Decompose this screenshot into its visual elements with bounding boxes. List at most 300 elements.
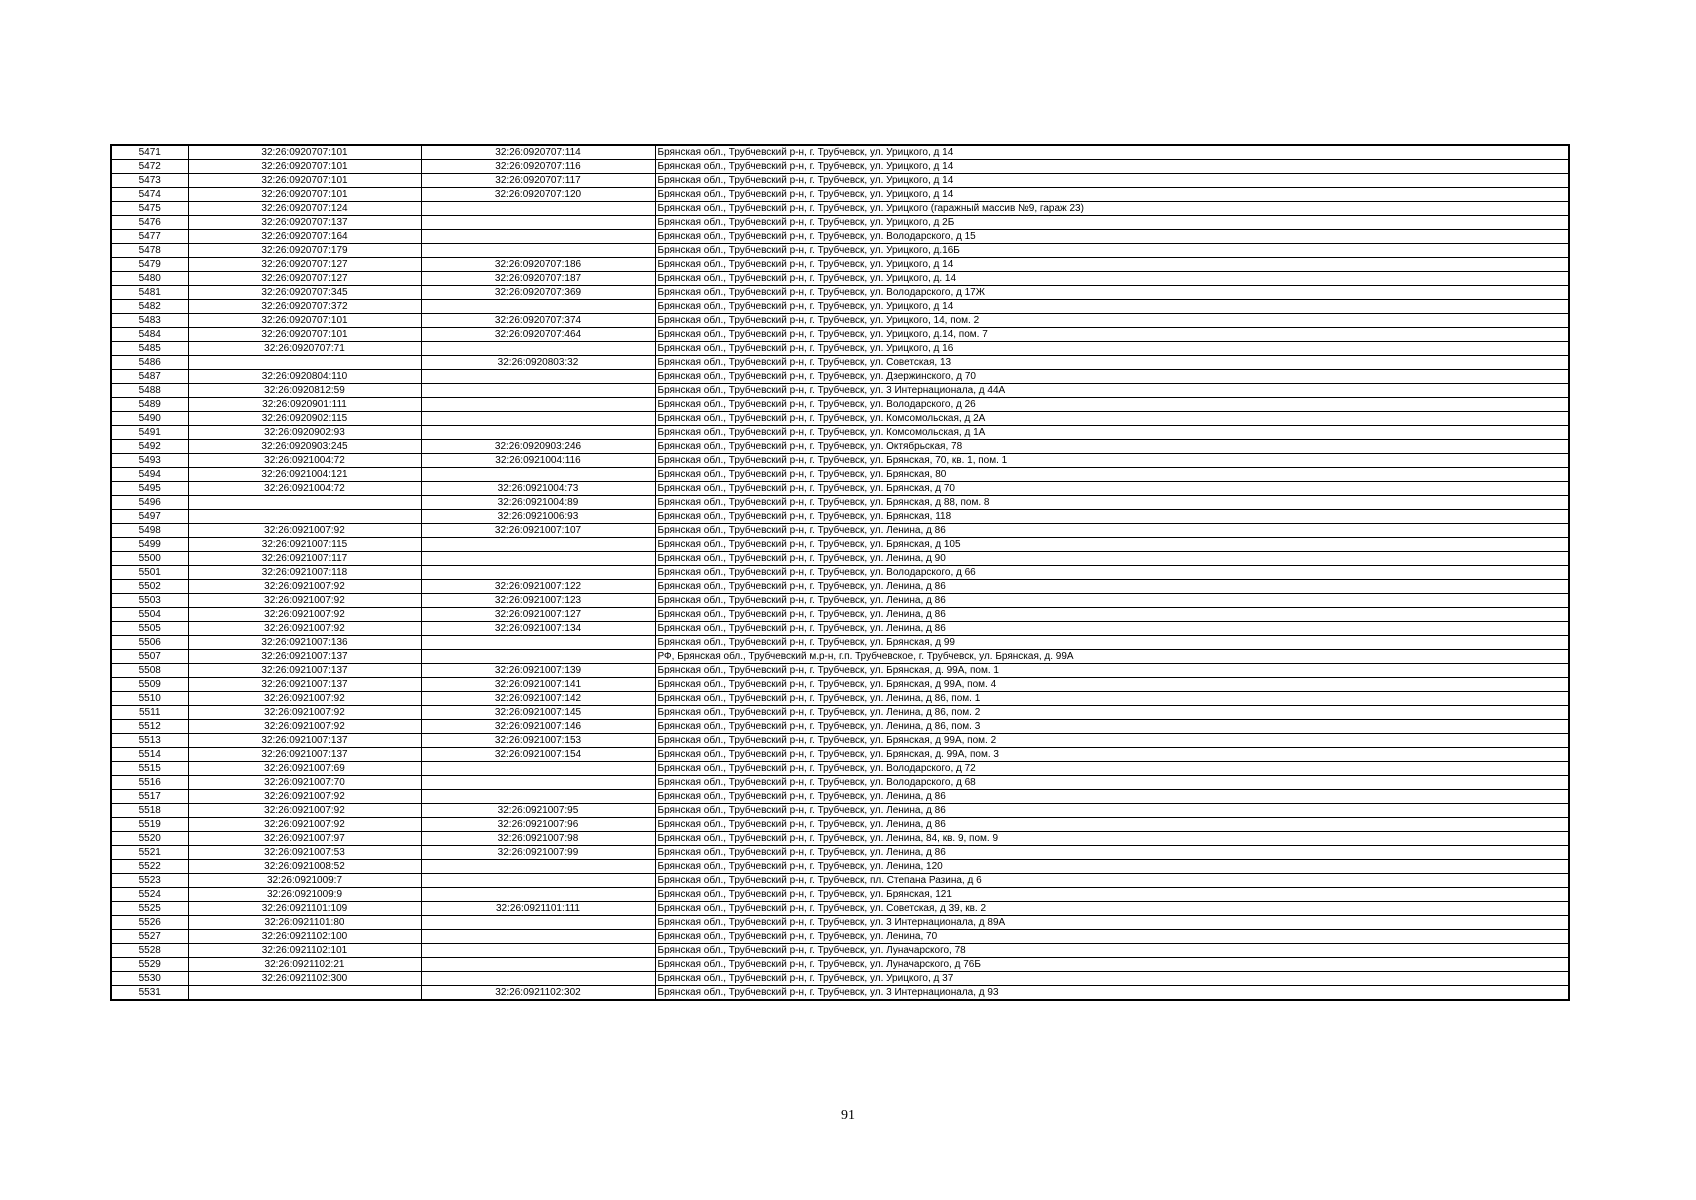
table-row xyxy=(111,216,1569,230)
address-cell: Брянская обл., Трубчевский р-н, г. Трубчевск, ул. Володарского, д 26 xyxy=(655,398,1569,412)
parent-cadastral-number-cell: 32:26:0921102:100 xyxy=(188,930,421,944)
table-row xyxy=(111,874,1569,888)
record-number-cell: 5510 xyxy=(111,692,188,706)
parent-cadastral-number-cell xyxy=(188,986,421,1001)
object-cadastral-number-cell: 32:26:0921007:154 xyxy=(421,748,655,762)
record-number-cell: 5515 xyxy=(111,762,188,776)
record-number-cell: 5473 xyxy=(111,174,188,188)
parent-cadastral-number-cell: 32:26:0921007:137 xyxy=(188,734,421,748)
address-cell: Брянская обл., Трубчевский р-н, г. Трубчевск, ул. Брянская, д 99А, пом. 2 xyxy=(655,734,1569,748)
address-cell: Брянская обл., Трубчевский р-н, г. Трубчевск, ул. Ленина, 70 xyxy=(655,930,1569,944)
table-row xyxy=(111,888,1569,902)
table-row xyxy=(111,832,1569,846)
object-cadastral-number-cell: 32:26:0921007:153 xyxy=(421,734,655,748)
record-number-cell: 5502 xyxy=(111,580,188,594)
address-cell: Брянская обл., Трубчевский р-н, г. Трубчевск, пл. Степана Разина, д 6 xyxy=(655,874,1569,888)
record-number-cell: 5518 xyxy=(111,804,188,818)
table-row xyxy=(111,986,1569,1001)
record-number-cell: 5516 xyxy=(111,776,188,790)
table-row xyxy=(111,174,1569,188)
object-cadastral-number-cell: 32:26:0921007:139 xyxy=(421,664,655,678)
record-number-cell: 5488 xyxy=(111,384,188,398)
address-cell: Брянская обл., Трубчевский р-н, г. Трубчевск, ул. Урицкого, д 14 xyxy=(655,145,1569,160)
parent-cadastral-number-cell: 32:26:0921004:72 xyxy=(188,454,421,468)
table-row xyxy=(111,202,1569,216)
record-number-cell: 5517 xyxy=(111,790,188,804)
address-cell: Брянская обл., Трубчевский р-н, г. Трубчевск, ул. Луначарского, 78 xyxy=(655,944,1569,958)
parent-cadastral-number-cell: 32:26:0920804:110 xyxy=(188,370,421,384)
parent-cadastral-number-cell: 32:26:0921007:137 xyxy=(188,678,421,692)
parent-cadastral-number-cell: 32:26:0920901:111 xyxy=(188,398,421,412)
object-cadastral-number-cell: 32:26:0921007:142 xyxy=(421,692,655,706)
record-number-cell: 5499 xyxy=(111,538,188,552)
object-cadastral-number-cell xyxy=(421,944,655,958)
object-cadastral-number-cell xyxy=(421,216,655,230)
record-number-cell: 5492 xyxy=(111,440,188,454)
object-cadastral-number-cell: 32:26:0921007:145 xyxy=(421,706,655,720)
address-cell: Брянская обл., Трубчевский р-н, г. Трубчевск, ул. Володарского, д 68 xyxy=(655,776,1569,790)
object-cadastral-number-cell: 32:26:0921007:134 xyxy=(421,622,655,636)
object-cadastral-number-cell: 32:26:0920707:464 xyxy=(421,328,655,342)
address-cell: Брянская обл., Трубчевский р-н, г. Трубчевск, ул. Брянская, д 88, пом. 8 xyxy=(655,496,1569,510)
parent-cadastral-number-cell: 32:26:0921004:121 xyxy=(188,468,421,482)
record-number-cell: 5503 xyxy=(111,594,188,608)
object-cadastral-number-cell xyxy=(421,426,655,440)
object-cadastral-number-cell: 32:26:0920707:116 xyxy=(421,160,655,174)
address-cell: Брянская обл., Трубчевский р-н, г. Трубчевск, ул. Советская, 13 xyxy=(655,356,1569,370)
address-cell: Брянская обл., Трубчевский р-н, г. Трубчевск, ул. Брянская, 118 xyxy=(655,510,1569,524)
parent-cadastral-number-cell: 32:26:0921007:92 xyxy=(188,580,421,594)
parent-cadastral-number-cell: 32:26:0921007:92 xyxy=(188,818,421,832)
object-cadastral-number-cell: 32:26:0921007:99 xyxy=(421,846,655,860)
record-number-cell: 5528 xyxy=(111,944,188,958)
address-cell: Брянская обл., Трубчевский р-н, г. Трубчевск, ул. Ленина, д 86 xyxy=(655,804,1569,818)
table-row xyxy=(111,244,1569,258)
address-cell: Брянская обл., Трубчевский р-н, г. Трубчевск, ул. Ленина, д 86 xyxy=(655,608,1569,622)
address-cell: Брянская обл., Трубчевский р-н, г. Трубчевск, ул. Урицкого, д 14 xyxy=(655,188,1569,202)
address-cell: Брянская обл., Трубчевский р-н, г. Трубчевск, ул. Брянская, 80 xyxy=(655,468,1569,482)
record-number-cell: 5494 xyxy=(111,468,188,482)
address-cell: Брянская обл., Трубчевский р-н, г. Трубчевск, ул. Ленина, д 86 xyxy=(655,524,1569,538)
parent-cadastral-number-cell xyxy=(188,496,421,510)
table-row xyxy=(111,706,1569,720)
table-row xyxy=(111,692,1569,706)
object-cadastral-number-cell: 32:26:0920707:187 xyxy=(421,272,655,286)
address-cell: Брянская обл., Трубчевский р-н, г. Трубчевск, ул. Володарского, д 72 xyxy=(655,762,1569,776)
record-number-cell: 5511 xyxy=(111,706,188,720)
address-cell: Брянская обл., Трубчевский р-н, г. Трубчевск, ул. Урицкого, д 14 xyxy=(655,160,1569,174)
record-number-cell: 5509 xyxy=(111,678,188,692)
address-cell: Брянская обл., Трубчевский р-н, г. Трубчевск, ул. Брянская, 70, кв. 1, пом. 1 xyxy=(655,454,1569,468)
object-cadastral-number-cell xyxy=(421,384,655,398)
record-number-cell: 5483 xyxy=(111,314,188,328)
object-cadastral-number-cell: 32:26:0920707:114 xyxy=(421,145,655,160)
address-cell: Брянская обл., Трубчевский р-н, г. Трубчевск, ул. Урицкого, д 14 xyxy=(655,258,1569,272)
table-row xyxy=(111,804,1569,818)
object-cadastral-number-cell xyxy=(421,636,655,650)
parent-cadastral-number-cell: 32:26:0921101:109 xyxy=(188,902,421,916)
table-row xyxy=(111,916,1569,930)
parent-cadastral-number-cell: 32:26:0921102:21 xyxy=(188,958,421,972)
address-cell: Брянская обл., Трубчевский р-н, г. Трубчевск, ул. 3 Интернационала, д 44А xyxy=(655,384,1569,398)
parent-cadastral-number-cell: 32:26:0921007:136 xyxy=(188,636,421,650)
address-cell: Брянская обл., Трубчевский р-н, г. Трубчевск, ул. Урицкого, д 14 xyxy=(655,300,1569,314)
record-number-cell: 5505 xyxy=(111,622,188,636)
record-number-cell: 5501 xyxy=(111,566,188,580)
record-number-cell: 5521 xyxy=(111,846,188,860)
object-cadastral-number-cell xyxy=(421,244,655,258)
parent-cadastral-number-cell: 32:26:0921007:137 xyxy=(188,650,421,664)
record-number-cell: 5489 xyxy=(111,398,188,412)
address-cell: Брянская обл., Трубчевский р-н, г. Трубчевск, ул. Советская, д 39, кв. 2 xyxy=(655,902,1569,916)
record-number-cell: 5498 xyxy=(111,524,188,538)
address-cell: Брянская обл., Трубчевский р-н, г. Трубчевск, ул. Ленина, д 86 xyxy=(655,622,1569,636)
address-cell: Брянская обл., Трубчевский р-н, г. Трубчевск, ул. Брянская, 121 xyxy=(655,888,1569,902)
parent-cadastral-number-cell: 32:26:0921007:115 xyxy=(188,538,421,552)
table-row xyxy=(111,902,1569,916)
record-number-cell: 5482 xyxy=(111,300,188,314)
parent-cadastral-number-cell: 32:26:0920707:101 xyxy=(188,160,421,174)
table-row xyxy=(111,636,1569,650)
record-number-cell: 5481 xyxy=(111,286,188,300)
address-cell: Брянская обл., Трубчевский р-н, г. Трубчевск, ул. Брянская, д 99А, пом. 4 xyxy=(655,678,1569,692)
record-number-cell: 5508 xyxy=(111,664,188,678)
table-row xyxy=(111,314,1569,328)
address-cell: Брянская обл., Трубчевский р-н, г. Трубчевск, ул. Брянская, д 70 xyxy=(655,482,1569,496)
parent-cadastral-number-cell: 32:26:0921102:300 xyxy=(188,972,421,986)
record-number-cell: 5504 xyxy=(111,608,188,622)
table-row xyxy=(111,608,1569,622)
parent-cadastral-number-cell: 32:26:0921007:53 xyxy=(188,846,421,860)
object-cadastral-number-cell: 32:26:0921007:127 xyxy=(421,608,655,622)
parent-cadastral-number-cell: 32:26:0920707:101 xyxy=(188,145,421,160)
address-cell: Брянская обл., Трубчевский р-н, г. Трубчевск, ул. Ленина, д 86 xyxy=(655,790,1569,804)
record-number-cell: 5474 xyxy=(111,188,188,202)
address-cell: Брянская обл., Трубчевский р-н, г. Трубчевск, ул. Ленина, д 86 xyxy=(655,846,1569,860)
address-cell: Брянская обл., Трубчевский р-н, г. Трубчевск, ул. Дзержинского, д 70 xyxy=(655,370,1569,384)
record-number-cell: 5519 xyxy=(111,818,188,832)
object-cadastral-number-cell: 32:26:0920707:120 xyxy=(421,188,655,202)
table-row xyxy=(111,524,1569,538)
object-cadastral-number-cell xyxy=(421,650,655,664)
address-cell: Брянская обл., Трубчевский р-н, г. Трубчевск, ул. Ленина, д 86 xyxy=(655,594,1569,608)
table-row xyxy=(111,188,1569,202)
table-row xyxy=(111,510,1569,524)
table-row xyxy=(111,748,1569,762)
parent-cadastral-number-cell: 32:26:0920707:101 xyxy=(188,328,421,342)
parent-cadastral-number-cell: 32:26:0921007:137 xyxy=(188,748,421,762)
address-cell: Брянская обл., Трубчевский р-н, г. Трубчевск, ул. Ленина, д 86, пом. 1 xyxy=(655,692,1569,706)
table-row xyxy=(111,678,1569,692)
record-number-cell: 5475 xyxy=(111,202,188,216)
object-cadastral-number-cell: 32:26:0921101:111 xyxy=(421,902,655,916)
object-cadastral-number-cell xyxy=(421,958,655,972)
record-number-cell: 5527 xyxy=(111,930,188,944)
address-cell: Брянская обл., Трубчевский р-н, г. Трубчевск, ул. Урицкого (гаражный массив №9, гараж 23) xyxy=(655,202,1569,216)
record-number-cell: 5484 xyxy=(111,328,188,342)
table-row xyxy=(111,566,1569,580)
record-number-cell: 5479 xyxy=(111,258,188,272)
object-cadastral-number-cell: 32:26:0921007:95 xyxy=(421,804,655,818)
record-number-cell: 5497 xyxy=(111,510,188,524)
parent-cadastral-number-cell: 32:26:0920812:59 xyxy=(188,384,421,398)
object-cadastral-number-cell xyxy=(421,916,655,930)
object-cadastral-number-cell xyxy=(421,412,655,426)
parent-cadastral-number-cell: 32:26:0921007:92 xyxy=(188,608,421,622)
address-cell: Брянская обл., Трубчевский р-н, г. Трубчевск, ул. Урицкого, д 2Б xyxy=(655,216,1569,230)
address-cell: Брянская обл., Трубчевский р-н, г. Трубчевск, ул. 3 Интернационала, д 93 xyxy=(655,986,1569,1001)
table-row xyxy=(111,734,1569,748)
table-row xyxy=(111,426,1569,440)
record-number-cell: 5523 xyxy=(111,874,188,888)
parent-cadastral-number-cell: 32:26:0921101:80 xyxy=(188,916,421,930)
table-row xyxy=(111,328,1569,342)
record-number-cell: 5507 xyxy=(111,650,188,664)
parent-cadastral-number-cell: 32:26:0920707:127 xyxy=(188,272,421,286)
table-row xyxy=(111,580,1569,594)
cadastral-table xyxy=(110,144,1570,1001)
parent-cadastral-number-cell: 32:26:0921007:117 xyxy=(188,552,421,566)
object-cadastral-number-cell xyxy=(421,552,655,566)
table-row xyxy=(111,468,1569,482)
parent-cadastral-number-cell: 32:26:0921008:52 xyxy=(188,860,421,874)
address-cell: Брянская обл., Трубчевский р-н, г. Трубчевск, ул. Урицкого, д.16Б xyxy=(655,244,1569,258)
table-body xyxy=(111,145,1569,1000)
object-cadastral-number-cell: 32:26:0921007:107 xyxy=(421,524,655,538)
table-row xyxy=(111,622,1569,636)
table-row xyxy=(111,762,1569,776)
parent-cadastral-number-cell: 32:26:0920707:101 xyxy=(188,174,421,188)
address-cell: Брянская обл., Трубчевский р-н, г. Трубчевск, ул. Ленина, д 86, пом. 2 xyxy=(655,706,1569,720)
table-row xyxy=(111,258,1569,272)
object-cadastral-number-cell: 32:26:0921007:98 xyxy=(421,832,655,846)
object-cadastral-number-cell: 32:26:0921007:122 xyxy=(421,580,655,594)
object-cadastral-number-cell xyxy=(421,762,655,776)
address-cell: Брянская обл., Трубчевский р-н, г. Трубчевск, ул. Урицкого, д 37 xyxy=(655,972,1569,986)
record-number-cell: 5500 xyxy=(111,552,188,566)
object-cadastral-number-cell: 32:26:0920707:374 xyxy=(421,314,655,328)
record-number-cell: 5524 xyxy=(111,888,188,902)
table-row xyxy=(111,370,1569,384)
table-row xyxy=(111,552,1569,566)
object-cadastral-number-cell: 32:26:0921004:73 xyxy=(421,482,655,496)
object-cadastral-number-cell: 32:26:0921007:146 xyxy=(421,720,655,734)
table-row xyxy=(111,272,1569,286)
table-row xyxy=(111,398,1569,412)
address-cell: Брянская обл., Трубчевский р-н, г. Трубчевск, ул. Брянская, д. 99А, пом. 1 xyxy=(655,664,1569,678)
table-row xyxy=(111,286,1569,300)
record-number-cell: 5491 xyxy=(111,426,188,440)
address-cell: Брянская обл., Трубчевский р-н, г. Трубчевск, ул. Урицкого, д. 14 xyxy=(655,272,1569,286)
parent-cadastral-number-cell: 32:26:0921007:92 xyxy=(188,720,421,734)
table-row xyxy=(111,846,1569,860)
table-row xyxy=(111,145,1569,160)
table-row xyxy=(111,440,1569,454)
record-number-cell: 5476 xyxy=(111,216,188,230)
object-cadastral-number-cell: 32:26:0920903:246 xyxy=(421,440,655,454)
record-number-cell: 5493 xyxy=(111,454,188,468)
table-row xyxy=(111,650,1569,664)
address-cell: Брянская обл., Трубчевский р-н, г. Трубчевск, ул. Ленина, д 90 xyxy=(655,552,1569,566)
address-cell: Брянская обл., Трубчевский р-н, г. Трубчевск, ул. Комсомольская, д 2А xyxy=(655,412,1569,426)
record-number-cell: 5471 xyxy=(111,145,188,160)
table-row xyxy=(111,412,1569,426)
address-cell: РФ, Брянская обл., Трубчевский м.р-н, г.п. Трубчевское, г. Трубчевск, ул. Брянская, д. 99А xyxy=(655,650,1569,664)
record-number-cell: 5526 xyxy=(111,916,188,930)
object-cadastral-number-cell xyxy=(421,538,655,552)
address-cell: Брянская обл., Трубчевский р-н, г. Трубчевск, ул. Ленина, д 86 xyxy=(655,818,1569,832)
parent-cadastral-number-cell: 32:26:0921007:92 xyxy=(188,594,421,608)
address-cell: Брянская обл., Трубчевский р-н, г. Трубчевск, ул. Ленина, 84, кв. 9, пом. 9 xyxy=(655,832,1569,846)
record-number-cell: 5512 xyxy=(111,720,188,734)
parent-cadastral-number-cell: 32:26:0920707:372 xyxy=(188,300,421,314)
object-cadastral-number-cell: 32:26:0921102:302 xyxy=(421,986,655,1001)
parent-cadastral-number-cell: 32:26:0921009:7 xyxy=(188,874,421,888)
object-cadastral-number-cell xyxy=(421,860,655,874)
address-cell: Брянская обл., Трубчевский р-н, г. Трубчевск, ул. Брянская, д 99 xyxy=(655,636,1569,650)
parent-cadastral-number-cell: 32:26:0921007:92 xyxy=(188,524,421,538)
table-row xyxy=(111,230,1569,244)
object-cadastral-number-cell xyxy=(421,930,655,944)
parent-cadastral-number-cell: 32:26:0920707:345 xyxy=(188,286,421,300)
parent-cadastral-number-cell: 32:26:0921102:101 xyxy=(188,944,421,958)
parent-cadastral-number-cell: 32:26:0921007:70 xyxy=(188,776,421,790)
table-row xyxy=(111,482,1569,496)
parent-cadastral-number-cell: 32:26:0920902:93 xyxy=(188,426,421,440)
parent-cadastral-number-cell: 32:26:0920707:127 xyxy=(188,258,421,272)
object-cadastral-number-cell: 32:26:0920707:186 xyxy=(421,258,655,272)
parent-cadastral-number-cell: 32:26:0921007:92 xyxy=(188,804,421,818)
parent-cadastral-number-cell xyxy=(188,356,421,370)
record-number-cell: 5472 xyxy=(111,160,188,174)
object-cadastral-number-cell: 32:26:0920707:369 xyxy=(421,286,655,300)
record-number-cell: 5477 xyxy=(111,230,188,244)
parent-cadastral-number-cell: 32:26:0920707:164 xyxy=(188,230,421,244)
object-cadastral-number-cell: 32:26:0920707:117 xyxy=(421,174,655,188)
address-cell: Брянская обл., Трубчевский р-н, г. Трубчевск, ул. Ленина, 120 xyxy=(655,860,1569,874)
address-cell: Брянская обл., Трубчевский р-н, г. Трубчевск, ул. Володарского, д 15 xyxy=(655,230,1569,244)
record-number-cell: 5495 xyxy=(111,482,188,496)
table-row xyxy=(111,860,1569,874)
table-row xyxy=(111,930,1569,944)
parent-cadastral-number-cell: 32:26:0921007:92 xyxy=(188,706,421,720)
object-cadastral-number-cell: 32:26:0921007:123 xyxy=(421,594,655,608)
parent-cadastral-number-cell: 32:26:0920902:115 xyxy=(188,412,421,426)
address-cell: Брянская обл., Трубчевский р-н, г. Трубчевск, ул. Комсомольская, д 1А xyxy=(655,426,1569,440)
object-cadastral-number-cell xyxy=(421,300,655,314)
address-cell: Брянская обл., Трубчевский р-н, г. Трубчевск, ул. Урицкого, д 16 xyxy=(655,342,1569,356)
table-row xyxy=(111,496,1569,510)
parent-cadastral-number-cell: 32:26:0920707:101 xyxy=(188,188,421,202)
address-cell: Брянская обл., Трубчевский р-н, г. Трубчевск, ул. Урицкого, д 14 xyxy=(655,174,1569,188)
object-cadastral-number-cell: 32:26:0921004:116 xyxy=(421,454,655,468)
record-number-cell: 5531 xyxy=(111,986,188,1001)
table-row xyxy=(111,776,1569,790)
object-cadastral-number-cell xyxy=(421,342,655,356)
parent-cadastral-number-cell: 32:26:0921007:92 xyxy=(188,692,421,706)
parent-cadastral-number-cell: 32:26:0921007:69 xyxy=(188,762,421,776)
object-cadastral-number-cell xyxy=(421,790,655,804)
table-row xyxy=(111,160,1569,174)
object-cadastral-number-cell: 32:26:0920803:32 xyxy=(421,356,655,370)
record-number-cell: 5480 xyxy=(111,272,188,286)
address-cell: Брянская обл., Трубчевский р-н, г. Трубчевск, ул. Ленина, д 86 xyxy=(655,580,1569,594)
table-row xyxy=(111,356,1569,370)
table-row xyxy=(111,790,1569,804)
table-row xyxy=(111,300,1569,314)
table-row xyxy=(111,384,1569,398)
record-number-cell: 5478 xyxy=(111,244,188,258)
record-number-cell: 5490 xyxy=(111,412,188,426)
address-cell: Брянская обл., Трубчевский р-н, г. Трубчевск, ул. Брянская, д 105 xyxy=(655,538,1569,552)
object-cadastral-number-cell xyxy=(421,566,655,580)
object-cadastral-number-cell xyxy=(421,398,655,412)
object-cadastral-number-cell xyxy=(421,202,655,216)
table-row xyxy=(111,818,1569,832)
parent-cadastral-number-cell: 32:26:0920707:71 xyxy=(188,342,421,356)
table-row xyxy=(111,944,1569,958)
record-number-cell: 5514 xyxy=(111,748,188,762)
parent-cadastral-number-cell: 32:26:0921007:97 xyxy=(188,832,421,846)
object-cadastral-number-cell xyxy=(421,776,655,790)
record-number-cell: 5487 xyxy=(111,370,188,384)
address-cell: Брянская обл., Трубчевский р-н, г. Трубчевск, ул. Володарского, д 17Ж xyxy=(655,286,1569,300)
parent-cadastral-number-cell: 32:26:0920707:124 xyxy=(188,202,421,216)
table-row xyxy=(111,342,1569,356)
table-row xyxy=(111,664,1569,678)
record-number-cell: 5486 xyxy=(111,356,188,370)
object-cadastral-number-cell xyxy=(421,874,655,888)
parent-cadastral-number-cell: 32:26:0921009:9 xyxy=(188,888,421,902)
address-cell: Брянская обл., Трубчевский р-н, г. Трубчевск, ул. Луначарского, д 76Б xyxy=(655,958,1569,972)
address-cell: Брянская обл., Трубчевский р-н, г. Трубчевск, ул. Октябрьская, 78 xyxy=(655,440,1569,454)
record-number-cell: 5525 xyxy=(111,902,188,916)
parent-cadastral-number-cell: 32:26:0921007:92 xyxy=(188,790,421,804)
record-number-cell: 5496 xyxy=(111,496,188,510)
parent-cadastral-number-cell xyxy=(188,510,421,524)
parent-cadastral-number-cell: 32:26:0920707:137 xyxy=(188,216,421,230)
object-cadastral-number-cell: 32:26:0921004:89 xyxy=(421,496,655,510)
parent-cadastral-number-cell: 32:26:0921007:137 xyxy=(188,664,421,678)
parent-cadastral-number-cell: 32:26:0921004:72 xyxy=(188,482,421,496)
table-row xyxy=(111,972,1569,986)
object-cadastral-number-cell xyxy=(421,972,655,986)
object-cadastral-number-cell: 32:26:0921006:93 xyxy=(421,510,655,524)
address-cell: Брянская обл., Трубчевский р-н, г. Трубчевск, ул. Урицкого, 14, пом. 2 xyxy=(655,314,1569,328)
record-number-cell: 5485 xyxy=(111,342,188,356)
table-row xyxy=(111,594,1569,608)
table-row xyxy=(111,454,1569,468)
table-row xyxy=(111,958,1569,972)
table-row xyxy=(111,538,1569,552)
page-number: 91 xyxy=(841,1108,855,1123)
record-number-cell: 5513 xyxy=(111,734,188,748)
record-number-cell: 5530 xyxy=(111,972,188,986)
address-cell: Брянская обл., Трубчевский р-н, г. Трубчевск, ул. Брянская, д. 99А, пом. 3 xyxy=(655,748,1569,762)
table-row xyxy=(111,720,1569,734)
address-cell: Брянская обл., Трубчевский р-н, г. Трубчевск, ул. Урицкого, д.14, пом. 7 xyxy=(655,328,1569,342)
record-number-cell: 5522 xyxy=(111,860,188,874)
parent-cadastral-number-cell: 32:26:0921007:92 xyxy=(188,622,421,636)
address-cell: Брянская обл., Трубчевский р-н, г. Трубчевск, ул. Ленина, д 86, пом. 3 xyxy=(655,720,1569,734)
address-cell: Брянская обл., Трубчевский р-н, г. Трубчевск, ул. Володарского, д 66 xyxy=(655,566,1569,580)
parent-cadastral-number-cell: 32:26:0920707:179 xyxy=(188,244,421,258)
record-number-cell: 5529 xyxy=(111,958,188,972)
object-cadastral-number-cell: 32:26:0921007:96 xyxy=(421,818,655,832)
object-cadastral-number-cell xyxy=(421,370,655,384)
address-cell: Брянская обл., Трубчевский р-н, г. Трубчевск, ул. 3 Интернационала, д 89А xyxy=(655,916,1569,930)
object-cadastral-number-cell xyxy=(421,888,655,902)
